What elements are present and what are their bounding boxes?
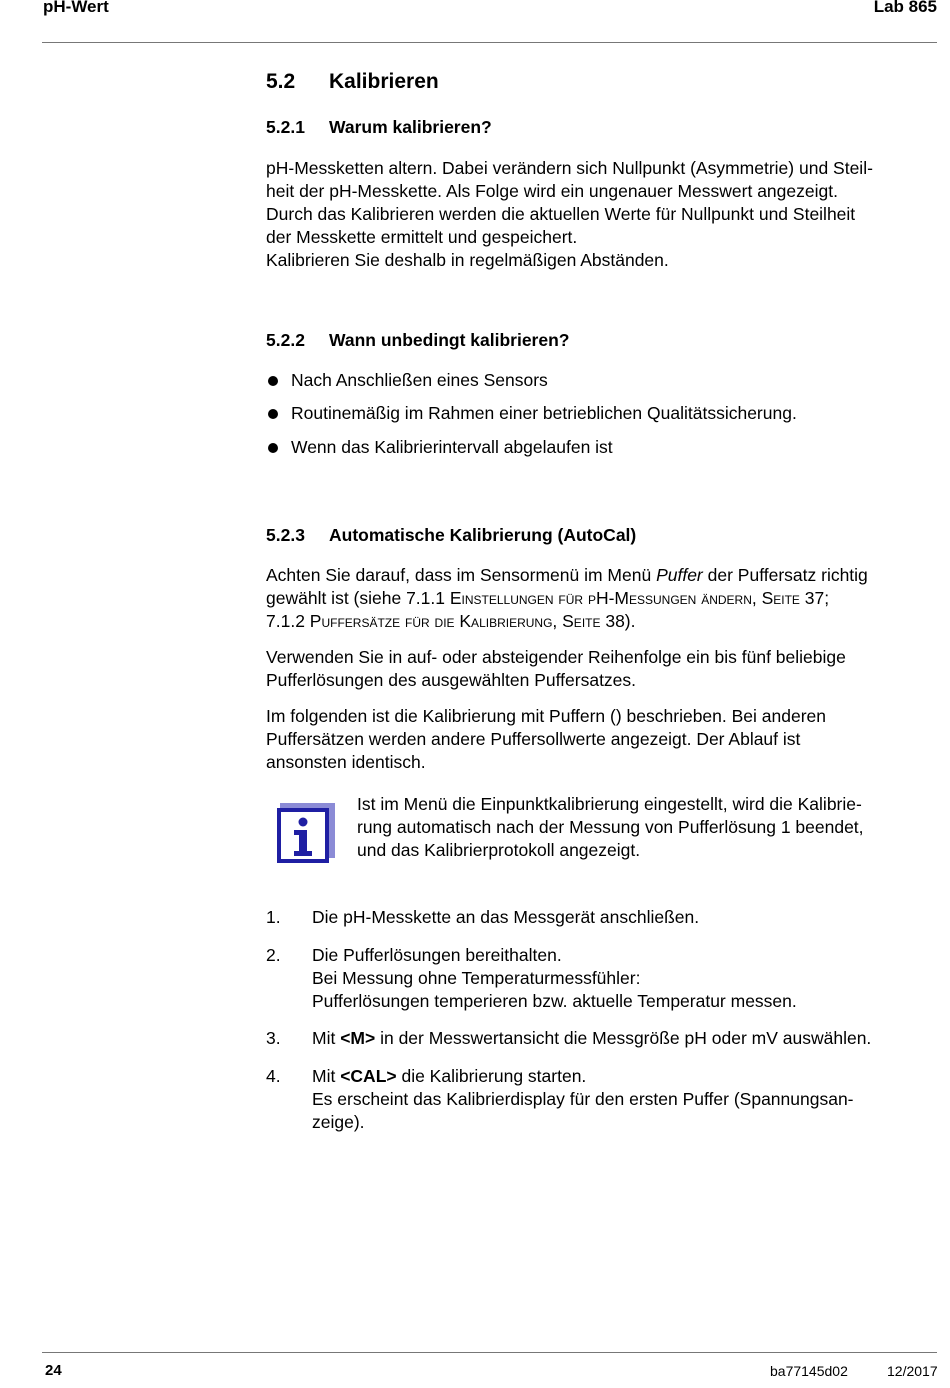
text-line: Es erscheint das Kalibrierdisplay für den ersten Puffer (Spannungsan-: [312, 1089, 854, 1109]
subsection-heading-1: [266, 116, 492, 139]
text-run: gewählt ist (siehe 7.1.1: [266, 588, 450, 608]
subsection-heading-3: [266, 524, 636, 547]
text-run: 37;: [799, 588, 830, 608]
cross-reference-link[interactable]: Puffersätze für die Kalibrierung, Seite: [309, 611, 601, 631]
text-line: Die Pufferlösungen bereithalten.: [312, 945, 562, 965]
text-line: Die pH-Messkette an das Messgerät anschließen.: [312, 907, 700, 927]
subsection-number: 5.2.2: [266, 330, 305, 350]
header-device: Lab 865: [873, 0, 937, 16]
header-divider: [42, 42, 937, 43]
step-number: 1.: [266, 907, 281, 927]
document-id: ba77145d02: [770, 1363, 848, 1379]
paragraph-buffer-note: [266, 564, 938, 633]
subsection-title: Wann unbedingt kalibrieren?: [329, 330, 570, 350]
section-title: Kalibrieren: [329, 70, 439, 93]
info-icon: [277, 803, 335, 863]
paragraph-why-calibrate: [266, 157, 938, 272]
step-number: 2.: [266, 945, 281, 965]
text-line: [266, 587, 938, 610]
subsection-heading-2: [266, 329, 569, 352]
bullet-icon: [268, 443, 278, 453]
text-line: Bei Messung ohne Temperaturmessfühler:: [312, 968, 641, 988]
key-label: <M>: [340, 1028, 376, 1048]
bullet-icon: [268, 409, 278, 419]
subsection-number: 5.2.3: [266, 525, 305, 545]
text-line: [266, 564, 938, 587]
list-item-text: Wenn das Kalibrierintervall abgelaufen ist: [291, 437, 613, 457]
text-line: der Messkette ermittelt und gespeichert.: [266, 227, 578, 247]
text-line: Kalibrieren Sie deshalb in regelmäßigen Abständen.: [266, 250, 669, 270]
text-line: Pufferlösungen des ausgewählten Puffersatzes.: [266, 670, 637, 690]
text-line: [312, 1065, 938, 1088]
text-run: Achten Sie darauf, dass im Sensormenü im Menü: [266, 565, 657, 585]
page-number: 24: [45, 1362, 62, 1379]
footer-divider: [42, 1352, 937, 1353]
subsection-title: Warum kalibrieren?: [329, 117, 492, 137]
text-line: Im folgenden ist die Kalibrierung mit Puffern () beschrieben. Bei anderen: [266, 706, 826, 726]
text-line: zeige).: [312, 1112, 365, 1132]
step-number: 4.: [266, 1066, 281, 1086]
text-run: Mit: [312, 1066, 341, 1086]
text-line: Durch das Kalibrieren werden die aktuellen Werte für Nullpunkt und Steilheit: [266, 204, 856, 224]
text-line: Ist im Menü die Einpunktkalibrierung eingestellt, wird die Kalibrie-: [357, 794, 862, 814]
paragraph-procedure-note: [266, 705, 938, 774]
subsection-title: Automatische Kalibrierung (AutoCal): [329, 525, 637, 545]
step-text: [312, 1065, 938, 1134]
text-line: rung automatisch nach der Messung von Pufferlösung 1 beendet,: [357, 817, 864, 837]
text-run: 7.1.2: [266, 611, 310, 631]
text-line: [266, 610, 938, 633]
section-heading: [266, 70, 439, 93]
text-run: 38).: [600, 611, 636, 631]
subsection-number: 5.2.1: [266, 117, 305, 137]
step-text: [312, 944, 938, 1013]
paragraph-buffer-order: [266, 646, 938, 692]
text-line: Puffersätzen werden andere Puffersollwerte angezeigt. Der Ablauf ist: [266, 729, 801, 749]
section-number: 5.2: [266, 70, 296, 93]
header-chapter: pH-Wert: [43, 0, 109, 16]
text-line: heit der pH-Messkette. Als Folge wird ein ungenauer Messwert angezeigt.: [266, 181, 838, 201]
key-label: <CAL>: [340, 1066, 397, 1086]
bullet-icon: [268, 376, 278, 386]
text-line: ansonsten identisch.: [266, 752, 426, 772]
text-line: Pufferlösungen temperieren bzw. aktuelle Temperatur messen.: [312, 991, 797, 1011]
step-text: [312, 1027, 938, 1050]
list-item-text: Routinemäßig im Rahmen einer betrieblichen Qualitätssicherung.: [291, 403, 797, 423]
text-run: Mit: [312, 1028, 341, 1048]
document-date: 12/2017: [887, 1363, 938, 1379]
text-run: in der Messwertansicht die Messgröße pH oder mV auswählen.: [375, 1028, 872, 1048]
text-line: Verwenden Sie in auf- oder absteigender Reihenfolge ein bis fünf beliebige: [266, 647, 846, 667]
text-line: und das Kalibrierprotokoll angezeigt.: [357, 840, 641, 860]
text-run: die Kalibrierung starten.: [396, 1066, 587, 1086]
list-item-text: Nach Anschließen eines Sensors: [291, 370, 548, 390]
cross-reference-link[interactable]: Einstellungen für pH-Messungen ändern, Seite: [449, 588, 800, 608]
step-number: 3.: [266, 1028, 281, 1048]
menu-reference: Puffer: [656, 565, 703, 585]
info-note: [357, 793, 927, 862]
step-text: [312, 906, 938, 929]
text-line: pH-Messketten altern. Dabei verändern sich Nullpunkt (Asymmetrie) und Steil-: [266, 158, 873, 178]
text-run: der Puffersatz richtig: [702, 565, 868, 585]
